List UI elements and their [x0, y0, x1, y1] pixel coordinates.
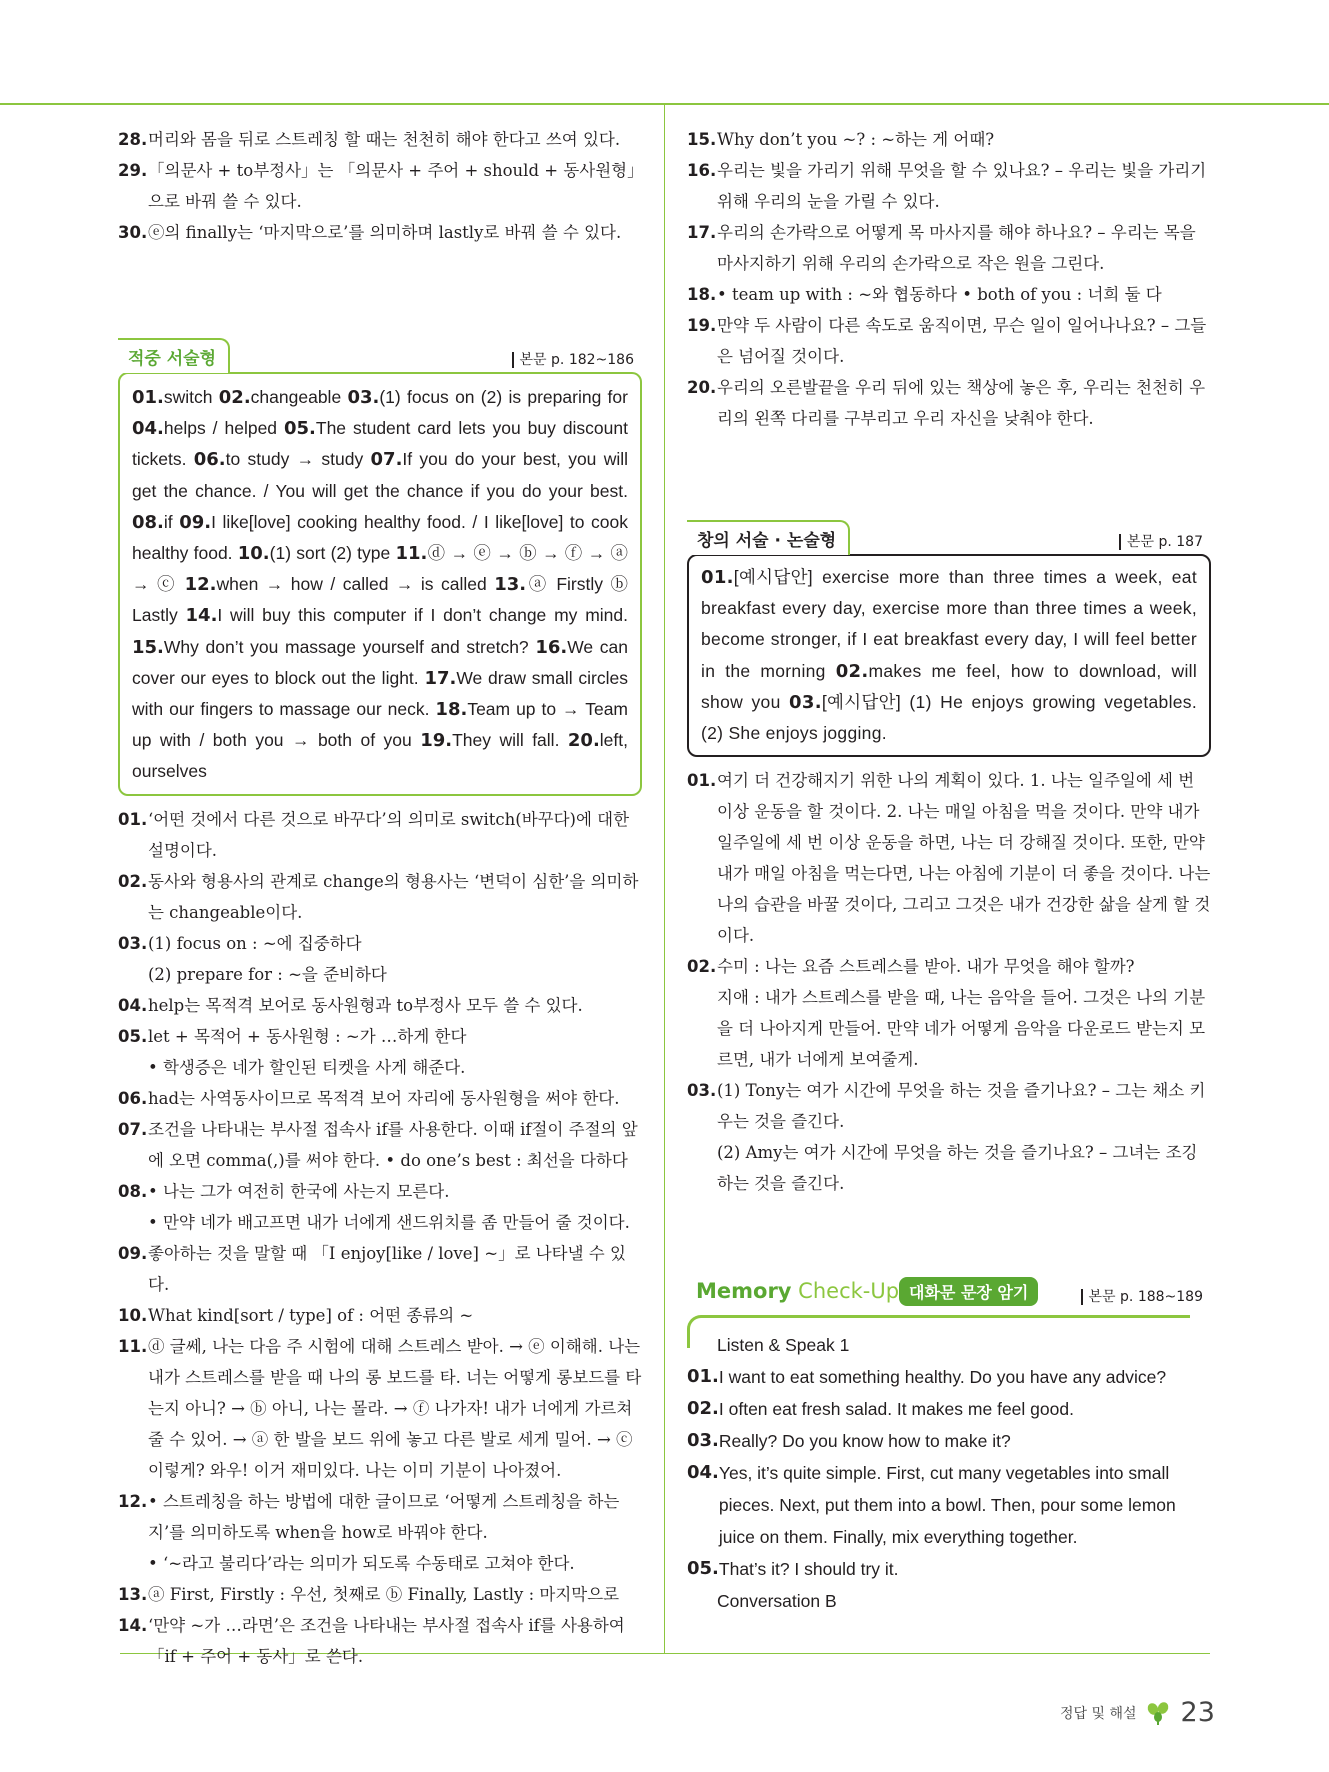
answer-number: 06. — [193, 449, 226, 471]
list-item — [687, 765, 1211, 951]
answer-text: They will fall. — [452, 730, 568, 751]
section-title: 창의 서술 · 논술형 — [687, 520, 850, 555]
list-item — [118, 804, 642, 866]
answer-text: if — [163, 511, 180, 532]
list-item — [687, 155, 1211, 217]
memory-title-light: Check-Up — [791, 1279, 900, 1304]
list-item — [118, 1083, 642, 1114]
item-text: • 스트레칭을 하는 방법에 대한 글이므로 ‘어떻게 스트레칭을 하는지’를 의미하도록 when을 how로 바꿔야 한다. — [148, 1491, 620, 1542]
item-text: 우리는 빛을 가리기 위해 무엇을 할 수 있나요? – 우리는 빛을 가리기 위해 우리의 눈을 가릴 수 있다. — [717, 161, 1207, 211]
item-number: 01. — [687, 771, 717, 791]
sentence-text: That’s it? I should try it. — [718, 1559, 899, 1580]
memory-sentence — [687, 1425, 1211, 1457]
answer-number: 03. — [789, 691, 822, 713]
item-text: • 학생증은 네가 할인된 티켓을 사게 해준다. — [148, 1057, 466, 1077]
item-number: 07. — [118, 1119, 148, 1139]
item-text: ⓐ First, Firstly : 우선, 첫째로 ⓑ Finally, Lastly : 마지막으로 — [148, 1584, 620, 1604]
item-number: 08. — [118, 1181, 148, 1201]
answer-number: 02. — [835, 660, 869, 682]
item-number: 12. — [118, 1491, 148, 1511]
item-number: 16. — [687, 161, 717, 180]
list-item — [118, 1114, 642, 1176]
answer-number: 20. — [567, 730, 600, 752]
answer-number: 09. — [179, 511, 212, 533]
item-text: ⓔ의 finally는 ‘마지막으로’를 의미하며 lastly로 바꿔 쓸 수 있다. — [148, 223, 622, 242]
list-item — [118, 1207, 642, 1238]
column-divider — [664, 103, 665, 1653]
item-number: 06. — [118, 1088, 148, 1108]
item-number: 01. — [118, 809, 148, 829]
list-item — [118, 1021, 642, 1052]
answer-number: 19. — [420, 730, 453, 752]
item-text: 동사와 형용사의 관계로 change의 형용사는 ‘변덕이 심한’을 의미하는 changeable이다. — [148, 871, 639, 922]
item-number: 30. — [118, 223, 148, 242]
answer-text: switch — [163, 387, 219, 407]
answer-text: I like[love] cooking healthy food. / I like[love] to cook healthy food. — [132, 511, 628, 564]
answer-text: changeable — [250, 387, 348, 407]
item-text: 수미 : 나는 요즘 스트레스를 받아. 내가 무엇을 해야 할까? — [717, 957, 1135, 977]
list-item — [687, 124, 1211, 155]
answer-text: ⓐ Firstly ⓑ Lastly — [132, 574, 628, 626]
item-text: (1) Tony는 여가 시간에 무엇을 하는 것을 즐기나요? – 그는 채소 키우는 것을 즐긴다. — [717, 1081, 1206, 1132]
item-number: 17. — [687, 223, 717, 242]
answer-box — [687, 554, 1211, 757]
list-item — [687, 279, 1211, 310]
list-item — [118, 124, 642, 155]
answer-number: 01. — [132, 387, 164, 408]
list-item — [118, 928, 642, 959]
item-number: 05. — [118, 1026, 148, 1046]
answer-number: 02. — [218, 387, 251, 408]
answer-number: 16. — [535, 636, 568, 658]
memory-sentence — [687, 1361, 1211, 1393]
list-item — [687, 951, 1211, 982]
sentence-number: 02. — [687, 1398, 719, 1420]
answer-text: [예시답안] exercise more than three times a week, eat breakfast every day, exercise more than three times a week, become stronger, if I eat breakfast every day, I will feel better in the morning — [701, 567, 1197, 681]
section-header-accurate — [118, 338, 642, 372]
list-item — [118, 959, 642, 990]
item-text: 우리의 오른발끝을 우리 뒤에 있는 책상에 놓은 후, 우리는 천천히 우리의 왼쪽 다리를 구부리고 우리 자신을 낮춰야 한다. — [717, 378, 1206, 428]
item-number: 04. — [118, 995, 148, 1015]
answer-number: 12. — [184, 574, 217, 596]
answer-text: Team up to → Team up with / both you → both of you — [132, 699, 628, 751]
item-text: • 만약 네가 배고프면 내가 너에게 샌드위치를 좀 만들어 줄 것이다. — [148, 1212, 630, 1232]
memory-subhead: Conversation B — [717, 1591, 837, 1612]
item-text: Why don’t you ~? : ~하는 게 어때? — [717, 130, 995, 149]
item-number: 19. — [687, 316, 717, 335]
list-item — [118, 866, 642, 928]
answer-text: Why don’t you massage yourself and stretch? — [163, 636, 536, 657]
left-top-list — [118, 124, 642, 248]
list-item — [687, 982, 1211, 1075]
right-top-list — [687, 124, 1211, 434]
memory-checkup-header — [687, 1275, 1211, 1319]
leaf-icon — [1145, 1700, 1171, 1726]
memory-title-bold: Memory — [696, 1279, 792, 1304]
answer-text: makes me feel, how to download, will show you — [701, 660, 1198, 712]
answer-text: [예시답안] (1) He enjoys growing vegetables. (2) She enjoys jogging. — [701, 691, 1197, 744]
sentence-text: Really? Do you know how to make it? — [718, 1431, 1011, 1452]
list-item — [687, 217, 1211, 279]
memory-sentence — [687, 1393, 1211, 1425]
memory-page-ref: 본문 p. 188~189 — [1081, 1289, 1203, 1305]
item-text: • ‘~라고 불리다’라는 의미가 되도록 수동태로 고쳐야 한다. — [148, 1553, 575, 1573]
item-text: • 나는 그가 여전히 한국에 사는지 모른다. — [148, 1181, 450, 1201]
answer-number: 07. — [370, 449, 403, 471]
right-column — [687, 124, 1211, 1617]
item-text: 「의문사 + to부정사」는 「의문사 + 주어 + should + 동사원형」으로 바꿔 쓸 수 있다. — [148, 161, 636, 211]
item-text: 우리의 손가락으로 어떻게 목 마사지를 해야 하나요? – 우리는 목을 마사지하기 위해 우리의 손가락으로 작은 원을 그린다. — [717, 223, 1196, 273]
list-item — [118, 1331, 642, 1486]
answer-text: helps / helped — [163, 418, 284, 439]
item-number: 28. — [118, 130, 148, 149]
item-text: ⓓ 글쎄, 나는 다음 주 시험에 대해 스트레스 받아. → ⓔ 이해해. 나는 내가 스트레스를 받을 때 나의 롱 보드를 타. 너는 어떻게 롱보드를 타는지 아니? → ⓑ 아니, 나는 몰라. → ⓕ 나가자! 내가 너에게 가르쳐 줄 수 있어. → ⓐ 한 발을 보드 위에 놓고 다른 발로 세게 밀어. → ⓒ 이렇게? 와우! 이거 재미있다. 나는 이미 기분이 나아졌어. — [148, 1336, 642, 1480]
item-number: 11. — [118, 1336, 148, 1356]
item-text: 지애 : 내가 스트레스를 받을 때, 나는 음악을 들어. 그것은 나의 기분을 더 나아지게 만들어. 만약 네가 어떻게 음악을 다운로드 받는지 모르면, 내가 너에게 보여줄게. — [717, 988, 1206, 1070]
list-item — [687, 1075, 1211, 1137]
answer-text: to study → study — [225, 449, 371, 470]
sentence-text: I often eat fresh salad. It makes me feel good. — [718, 1399, 1074, 1420]
list-item — [687, 1137, 1211, 1199]
list-item — [118, 990, 642, 1021]
item-text: ‘만약 ~가 …라면’은 조건을 나타내는 부사절 접속사 if를 사용하여 「if + 주어 + 동사」로 쓴다. — [148, 1615, 625, 1666]
item-number: 15. — [687, 130, 717, 149]
left-column — [118, 124, 642, 1672]
item-text: • team up with : ~와 협동하다 • both of you : 너희 둘 다 — [717, 285, 1162, 304]
sentence-number: 03. — [687, 1430, 719, 1452]
left-explanations — [118, 804, 642, 1672]
sentence-text: Yes, it’s quite simple. First, cut many vegetables into small pieces. Next, put them into a bowl. Then, pour some lemon juice on them. Finally, mix everything together. — [718, 1463, 1176, 1548]
answer-number: 03. — [347, 387, 380, 408]
answer-text: when → how / called → is called — [216, 574, 495, 595]
sentence-number: 04. — [687, 1462, 719, 1484]
item-text: help는 목적격 보어로 동사원형과 to부정사 모두 쓸 수 있다. — [148, 995, 583, 1015]
item-text: 머리와 몸을 뒤로 스트레칭 할 때는 천천히 해야 한다고 쓰여 있다. — [148, 130, 621, 149]
item-number: 03. — [687, 1081, 717, 1101]
item-text: had는 사역동사이므로 목적격 보어 자리에 동사원형을 써야 한다. — [148, 1088, 620, 1108]
item-text: 여기 더 건강해지기 위한 나의 계획이 있다. 1. 나는 일주일에 세 번 이상 운동을 할 것이다. 2. 나는 매일 아침을 먹을 것이다. 만약 내가 일주일에 세 번 이상 운동을 하면, 나는 더 강해질 것이다. 또한, 만약 내가 매일 아침을 먹는다면, 나는 아침에 기분이 더 좋을 것이다. 나는 나의 습관을 바꿀 것이다, 그리고 그것은 내가 건강한 삶을 살게 할 것이다. — [717, 771, 1211, 946]
footer-label: 정답 및 해설 — [1060, 1705, 1137, 1722]
list-item — [118, 1548, 642, 1579]
item-number: 09. — [118, 1243, 148, 1263]
memory-sentence — [687, 1553, 1211, 1585]
answer-text: ⓓ → ⓔ → ⓑ → ⓕ → ⓐ → ⓒ — [132, 543, 629, 595]
item-number: 10. — [118, 1305, 148, 1325]
item-text: (1) focus on : ~에 집중하다 — [148, 933, 362, 953]
answer-text: (1) focus on (2) is preparing for — [379, 387, 628, 407]
memory-sentence — [687, 1457, 1211, 1553]
answer-number: 10. — [237, 543, 270, 565]
item-number: 02. — [118, 871, 148, 891]
sentence-number: 05. — [687, 1558, 719, 1580]
answer-text: I will buy this computer if I don’t change my mind. — [217, 605, 628, 626]
item-text: What kind[sort / type] of : 어떤 종류의 ~ — [148, 1305, 474, 1325]
answer-number: 01. — [701, 567, 734, 588]
item-text: 만약 두 사람이 다른 속도로 움직이면, 무슨 일이 일어나나요? – 그들은 넘어질 것이다. — [717, 316, 1207, 366]
answer-number: 04. — [132, 418, 164, 440]
item-text: let + 목적어 + 동사원형 : ~가 …하게 한다 — [148, 1026, 467, 1046]
item-number: 13. — [118, 1584, 148, 1604]
answer-text: If you do your best, you will get the chance. / You will get the chance if you do your best. — [132, 449, 628, 501]
item-text: 조건을 나타내는 부사절 접속사 if를 사용한다. 이때 if절이 주절의 앞에 오면 comma(,)를 써야 한다. • do one’s best : 최선을 다하다 — [148, 1119, 638, 1170]
memory-bracket — [687, 1315, 1190, 1348]
item-text: (2) prepare for : ~을 준비하다 — [148, 964, 387, 984]
list-item — [118, 1486, 642, 1548]
answer-text: We draw small circles with our fingers to massage our neck. — [132, 667, 628, 720]
right-explanations — [687, 765, 1211, 1199]
list-item — [118, 1579, 642, 1610]
item-text: (2) Amy는 여가 시간에 무엇을 하는 것을 즐기나요? – 그녀는 조깅하는 것을 즐긴다. — [717, 1143, 1198, 1194]
answer-number: 17. — [424, 667, 457, 689]
item-number: 20. — [687, 378, 717, 397]
list-item — [118, 1300, 642, 1331]
list-item — [118, 1238, 642, 1300]
answer-number: 13. — [494, 574, 527, 596]
list-item — [118, 217, 642, 248]
memory-list — [687, 1329, 1211, 1617]
answer-number: 18. — [435, 699, 468, 721]
sentence-number: 01. — [687, 1366, 719, 1388]
item-text: 좋아하는 것을 말할 때 「I enjoy[like / love] ~」로 나타낼 수 있다. — [148, 1243, 626, 1294]
memory-tag: 대화문 문장 암기 — [899, 1277, 1038, 1306]
answer-number: 05. — [283, 418, 316, 440]
list-item — [118, 1052, 642, 1083]
answer-number: 14. — [185, 605, 218, 627]
answer-number: 15. — [132, 636, 164, 658]
section-title: 적중 서술형 — [118, 338, 230, 373]
answer-text: We can cover our eyes to block out the light. — [132, 636, 628, 688]
answer-number: 11. — [395, 543, 428, 565]
answer-text: (1) sort (2) type — [269, 543, 396, 564]
answer-number: 08. — [132, 511, 164, 533]
answer-text: left, ourselves — [132, 730, 628, 782]
section-page-ref: 본문 p. 187 — [1119, 534, 1203, 550]
page-number: 23 — [1180, 1697, 1215, 1728]
answer-text: The student card lets you buy discount tickets. — [132, 418, 628, 470]
memory-title — [696, 1279, 899, 1303]
list-item — [687, 372, 1211, 434]
list-item — [687, 310, 1211, 372]
sentence-text: I want to eat something healthy. Do you have any advice? — [718, 1367, 1167, 1388]
item-number: 03. — [118, 933, 148, 953]
item-text: ‘어떤 것에서 다른 것으로 바꾸다’의 의미로 switch(바꾸다)에 대한 설명이다. — [148, 809, 630, 860]
item-number: 18. — [687, 285, 717, 304]
item-number: 29. — [118, 161, 148, 180]
list-item — [118, 1176, 642, 1207]
list-item — [118, 1610, 642, 1672]
memory-subhead: Listen & Speak 1 — [717, 1335, 850, 1356]
list-item — [118, 155, 642, 217]
section-page-ref: 본문 p. 182~186 — [512, 352, 634, 368]
item-number: 02. — [687, 957, 717, 977]
answer-box — [118, 372, 642, 796]
section-header-creative — [687, 520, 1211, 554]
item-number: 14. — [118, 1615, 148, 1635]
page-footer — [1060, 1697, 1215, 1728]
